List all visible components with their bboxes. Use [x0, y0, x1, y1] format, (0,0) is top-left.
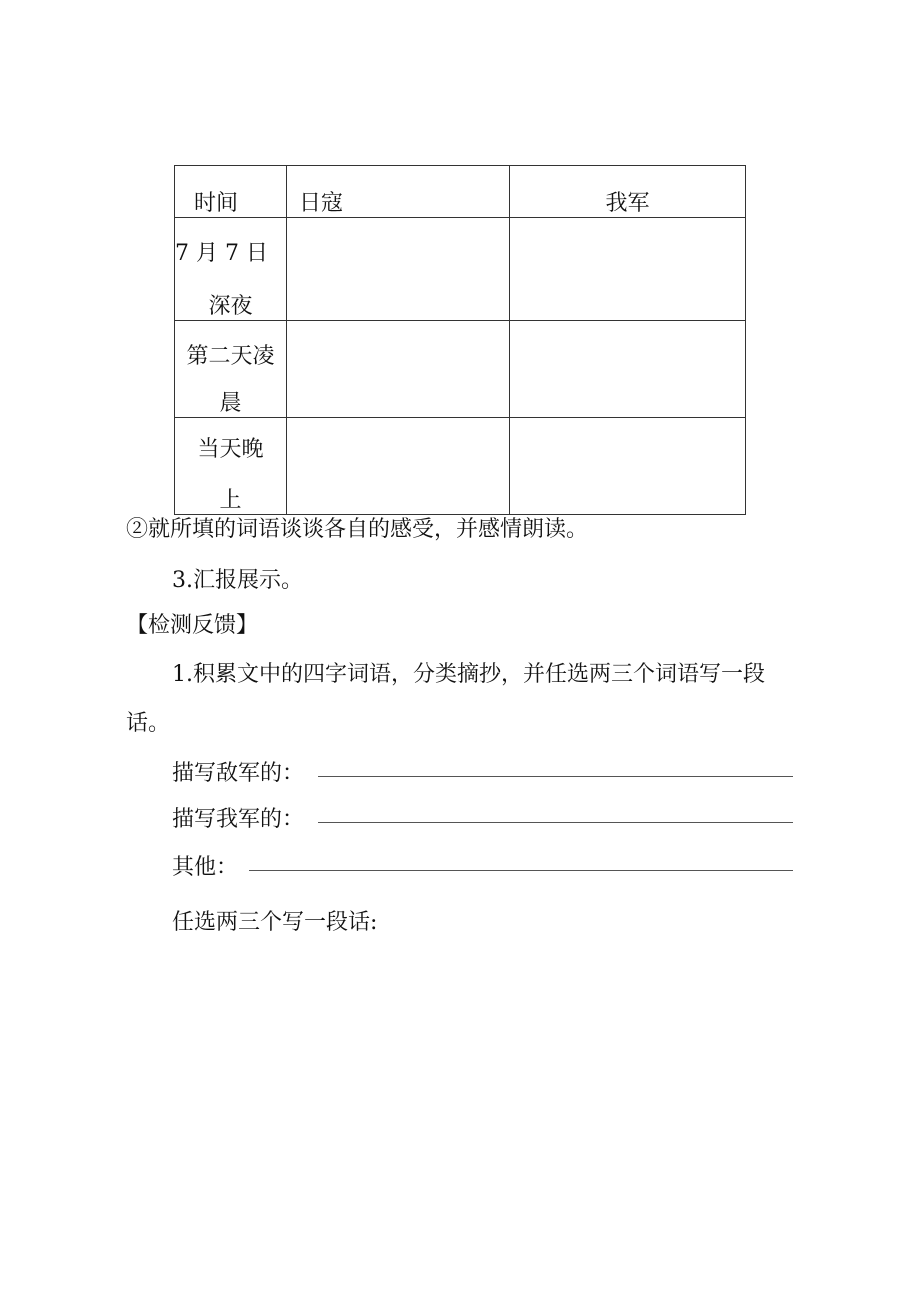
enemy-cell[interactable] — [287, 418, 510, 515]
time-table — [174, 165, 746, 515]
time-cell — [175, 218, 287, 321]
header-enemy: 日寇 — [287, 166, 510, 218]
question-1-line2: 话。 — [126, 711, 171, 736]
enemy-words-blank[interactable] — [318, 776, 793, 777]
ours-cell[interactable] — [510, 321, 746, 418]
header-time: 时间 — [175, 166, 287, 218]
our-words-label: 描写我军的： — [172, 807, 305, 832]
table-row — [175, 218, 746, 321]
time-cell-line2: 上 — [219, 488, 242, 513]
table-row — [175, 418, 746, 515]
table-row — [175, 321, 746, 418]
ours-cell[interactable] — [510, 418, 746, 515]
other-words-label: 其他： — [172, 855, 239, 880]
time-cell-line2: 深夜 — [208, 294, 253, 319]
paragraph-label: 任选两三个写一段话: — [172, 910, 378, 935]
time-cell-line1: 当天晚 — [197, 437, 264, 462]
our-words-blank[interactable] — [318, 822, 793, 823]
time-cell-line1: 7 月 7 日 — [175, 241, 268, 266]
time-cell — [175, 321, 287, 418]
time-cell-line2: 晨 — [219, 391, 242, 416]
ours-cell[interactable] — [510, 218, 746, 321]
step-3: 3.汇报展示。 — [172, 568, 303, 593]
enemy-cell[interactable] — [287, 321, 510, 418]
note-2: ②就所填的词语谈谈各自的感受，并感情朗读。 — [126, 517, 589, 542]
section-title: 【检测反馈】 — [126, 613, 259, 638]
question-1-line1: 1.积累文中的四字词语，分类摘抄，并任选两三个词语写一段 — [172, 662, 765, 687]
table-header-row — [175, 166, 746, 218]
enemy-cell[interactable] — [287, 218, 510, 321]
other-words-blank[interactable] — [249, 870, 793, 871]
time-cell-line1: 第二天凌 — [186, 344, 275, 369]
header-ours: 我军 — [510, 166, 746, 218]
time-cell — [175, 418, 287, 515]
enemy-words-label: 描写敌军的： — [172, 761, 305, 786]
